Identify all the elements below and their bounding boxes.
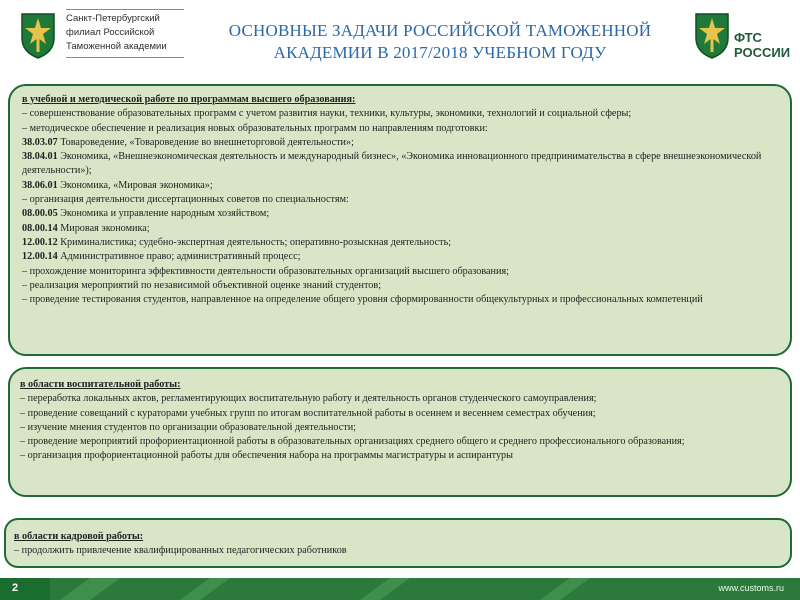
footer-page-tab (0, 578, 50, 600)
program-code: 38.03.07 (22, 136, 58, 148)
specialty-item (22, 236, 780, 250)
education-heading: в учебной и методической работе по программам высшего образования: (22, 94, 356, 105)
page-number: 2 (12, 582, 19, 594)
specialty-code: 12.00.12 (22, 236, 58, 248)
branch-line-1: Санкт-Петербургский (66, 13, 160, 24)
specialty-item (22, 250, 780, 264)
slide-header (0, 0, 800, 76)
specialty-text: Мировая экономика; (57, 222, 150, 234)
upbringing-item: – изучение мнения студентов по организации образовательной деятельности; (20, 421, 357, 433)
specialty-text: Административное право; административный процесс; (57, 251, 301, 263)
education-item: – совершенствование образовательных программ с учетом развития науки, техники, культуры, экономики, технологий и социальной сферы; (22, 108, 632, 120)
footer-stripes (60, 578, 620, 600)
customs-emblem-icon (18, 8, 58, 60)
education-tasks-panel (8, 84, 792, 356)
program-item (22, 179, 780, 193)
branch-line-3: Таможенной академии (66, 41, 167, 52)
footer-url-link[interactable]: www.customs.ru (718, 583, 784, 593)
program-code: 38.06.01 (22, 179, 58, 191)
branch-name (66, 12, 186, 54)
upbringing-item: – проведение мероприятий профориентационной работы в образовательных организациях среднего общего и среднего профессионального образования; (20, 436, 685, 448)
program-item (22, 150, 780, 179)
program-text: Экономика, «Внешнеэкономическая деятельность и международный бизнес», «Экономика инновационного предпринимательства в сфере внешнеэкономической деятельности»); (22, 151, 762, 177)
specialty-code: 12.00.14 (22, 251, 58, 263)
specialty-item (22, 222, 780, 236)
branch-line-2: филиал Российской (66, 27, 155, 38)
program-item (22, 136, 780, 150)
fts-line-2: РОССИИ (734, 45, 791, 60)
program-text: Экономика, «Мировая экономика»; (57, 179, 213, 191)
specialty-text: Экономика и управление народным хозяйством; (57, 208, 270, 220)
education-item: – организация деятельности диссертационных советов по специальностям: (22, 194, 349, 206)
education-item: – методическое обеспечение и реализация новых образовательных программ по направлениям подготовки: (22, 122, 488, 134)
upbringing-item: – проведение совещаний с кураторами учебных групп по итогам воспитательной работы в осеннем и весеннем семестрах обучения; (20, 407, 596, 419)
upbringing-item: – переработка локальных актов, регламентирующих воспитательную работу и деятельность органов студенческого самоуправления; (20, 393, 597, 405)
staffing-tasks-panel (4, 518, 792, 568)
specialty-text: Криминалистика; судебно-экспертная деятельность; оперативно-розыскная деятельность; (57, 236, 452, 248)
title-line-2: АКАДЕМИИ В 2017/2018 УЧЕБНОМ ГОДУ (273, 43, 607, 62)
upbringing-item: – организация профориентационной работы для обеспечения набора на программы магистратуры и аспирантуры (20, 450, 513, 462)
specialty-code: 08.00.05 (22, 208, 58, 220)
branch-divider-top (66, 9, 184, 10)
fts-line-1: ФТС (734, 30, 762, 45)
specialty-item (22, 207, 780, 221)
fts-logo-text (734, 30, 790, 60)
staffing-item: – продолжить привлечение квалифицированных педагогических работников (14, 545, 347, 557)
staffing-heading: в области кадровой работы: (14, 531, 144, 542)
upbringing-tasks-panel (8, 367, 792, 497)
program-code: 38.04.01 (22, 151, 58, 163)
education-item: – проведение тестирования студентов, направленное на определение общего уровня сформированности общекультурных и профессиональных компетенций (22, 294, 703, 306)
branch-divider-bottom (66, 57, 184, 58)
title-line-1: ОСНОВНЫЕ ЗАДАЧИ РОССИЙСКОЙ ТАМОЖЕННОЙ (228, 21, 652, 40)
specialty-code: 08.00.14 (22, 222, 58, 234)
fts-emblem-icon (692, 8, 732, 60)
education-item: – прохождение мониторинга эффективности деятельности образовательных организаций высшего образования; (22, 265, 509, 277)
education-item: – реализация мероприятий по независимой объективной оценке знаний студентов; (22, 279, 382, 291)
page-title (190, 20, 690, 64)
upbringing-heading: в области воспитательной работы: (20, 379, 181, 390)
program-text: Товароведение, «Товароведение во внешнеторговой деятельности»; (57, 136, 354, 148)
